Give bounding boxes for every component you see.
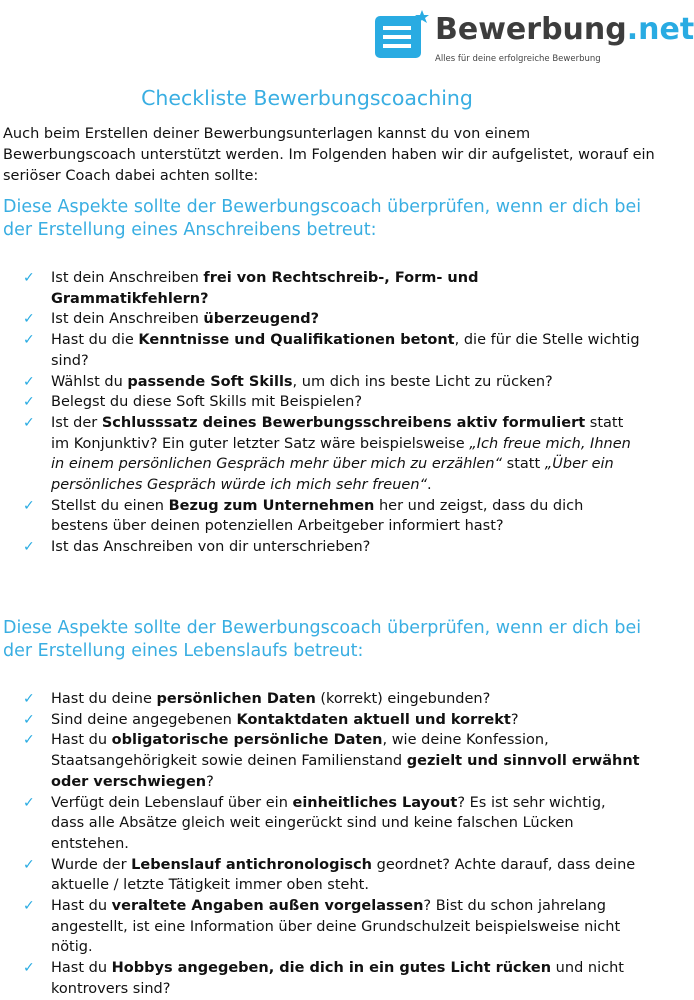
- brand-wordmark: [435, 12, 694, 47]
- list-item: ✓ Hast du veraltete Angaben außen vorgelassen? Bist du schon jahrelang angestellt, ist eine Information über deine Grundschulzeit beispielsweise nicht nötig.: [23, 898, 621, 956]
- checkmark-icon: ✓: [23, 539, 35, 556]
- section-heading-cv: Diese Aspekte sollte der Bewerbungscoach überprüfen, wenn er dich bei der Erstellung eines Lebenslaufs betreut:: [3, 618, 642, 661]
- brand-tagline: Alles für deine erfolgreiche Bewerbung: [435, 54, 601, 64]
- list-item: ✓ Ist der Schlusssatz deines Bewerbungsschreibens aktiv formuliert statt im Konjunktiv? Ein guter letzter Satz wäre beispielsweise „Ich freue mich, Ihnen in einem persönlichen Gespräch mehr über mich zu erzählen“ statt „Über ein persönliches Gespräch würde ich mich sehr freuen“.: [23, 414, 631, 494]
- checkmark-icon: ✓: [23, 394, 35, 411]
- checkmark-icon: ✓: [23, 332, 35, 349]
- checkmark-icon: ✓: [23, 732, 35, 749]
- document-logo-icon: [375, 10, 429, 60]
- checkmark-icon: ✓: [23, 270, 35, 286]
- checklist-cv: [0, 689, 640, 1000]
- list-item: ✓ Hast du die Kenntnisse und Qualifikationen betont, die für die Stelle wichtig sind?: [23, 332, 640, 369]
- section-heading-cover-letter: Diese Aspekte sollte der Bewerbungscoach überprüfen, wenn er dich bei der Erstellung eines Anschreibens betreut:: [3, 197, 642, 240]
- list-item: ✓ Wählst du passende Soft Skills, um dich ins beste Licht zu rücken?: [0, 372, 640, 393]
- list-item: ✓ Belegst du diese Soft Skills mit Beispielen?: [0, 392, 640, 413]
- brand-tld: .net: [626, 12, 694, 47]
- checkmark-icon: ✓: [23, 856, 35, 873]
- checkmark-icon: ✓: [23, 711, 35, 728]
- list-item: ✓ Stellst du einen Bezug zum Unternehmen her und zeigst, dass du dich bestens über deinen potenziellen Arbeitgeber informiert hast?: [23, 497, 584, 535]
- page-title: Checkliste Bewerbungscoaching: [141, 86, 473, 110]
- checkmark-icon: ✓: [23, 497, 35, 514]
- brand-name: Bewerbung: [435, 12, 627, 47]
- intro-paragraph: Auch beim Erstellen deiner Bewerbungsunterlagen kannst du von einem Bewerbungscoach unterstützt werden. Im Folgenden haben wir dir aufgelistet, worauf ein seriöser Coach dabei achten sollte:: [3, 126, 655, 184]
- list-item: ✓ Ist dein Anschreiben frei von Rechtschreib-, Form- und Grammatikfehlern?: [23, 270, 479, 307]
- list-item: ✓ Hast du Hobbys angegeben, die dich in ein gutes Licht rücken und nicht kontrovers sind?: [23, 960, 624, 997]
- list-item: ✓ Hast du obligatorische persönliche Daten, wie deine Konfession, Staatsangehörigkeit sowie deinen Familienstand gezielt und sinnvoll erwähnt oder verschwiegen?: [23, 732, 640, 790]
- checklist-cover-letter: [0, 268, 640, 558]
- checkmark-icon: ✓: [23, 373, 35, 390]
- brand-logo: [373, 4, 694, 66]
- list-item: ✓ Sind deine angegebenen Kontaktdaten aktuell und korrekt?: [0, 710, 640, 731]
- list-item: ✓ Verfügt dein Lebenslauf über ein einheitliches Layout? Es ist sehr wichtig, dass alle Absätze gleich weit eingerückt sind und keine falschen Lücken entstehen.: [23, 794, 606, 852]
- list-item: ✓ Hast du deine persönlichen Daten (korrekt) eingebunden?: [0, 689, 640, 710]
- checkmark-icon: ✓: [23, 794, 35, 811]
- checkmark-icon: ✓: [23, 311, 35, 328]
- checkmark-icon: ✓: [23, 960, 35, 977]
- list-item: ✓ Wurde der Lebenslauf antichronologisch geordnet? Achte darauf, dass deine aktuelle / letzte Tätigkeit immer oben steht.: [23, 856, 636, 894]
- checkmark-icon: ✓: [23, 898, 35, 915]
- checkmark-icon: ✓: [23, 691, 35, 707]
- list-item: ✓ Ist das Anschreiben von dir unterschrieben?: [0, 537, 640, 558]
- list-item: ✓ Ist dein Anschreiben überzeugend?: [0, 309, 640, 330]
- checkmark-icon: ✓: [23, 414, 35, 431]
